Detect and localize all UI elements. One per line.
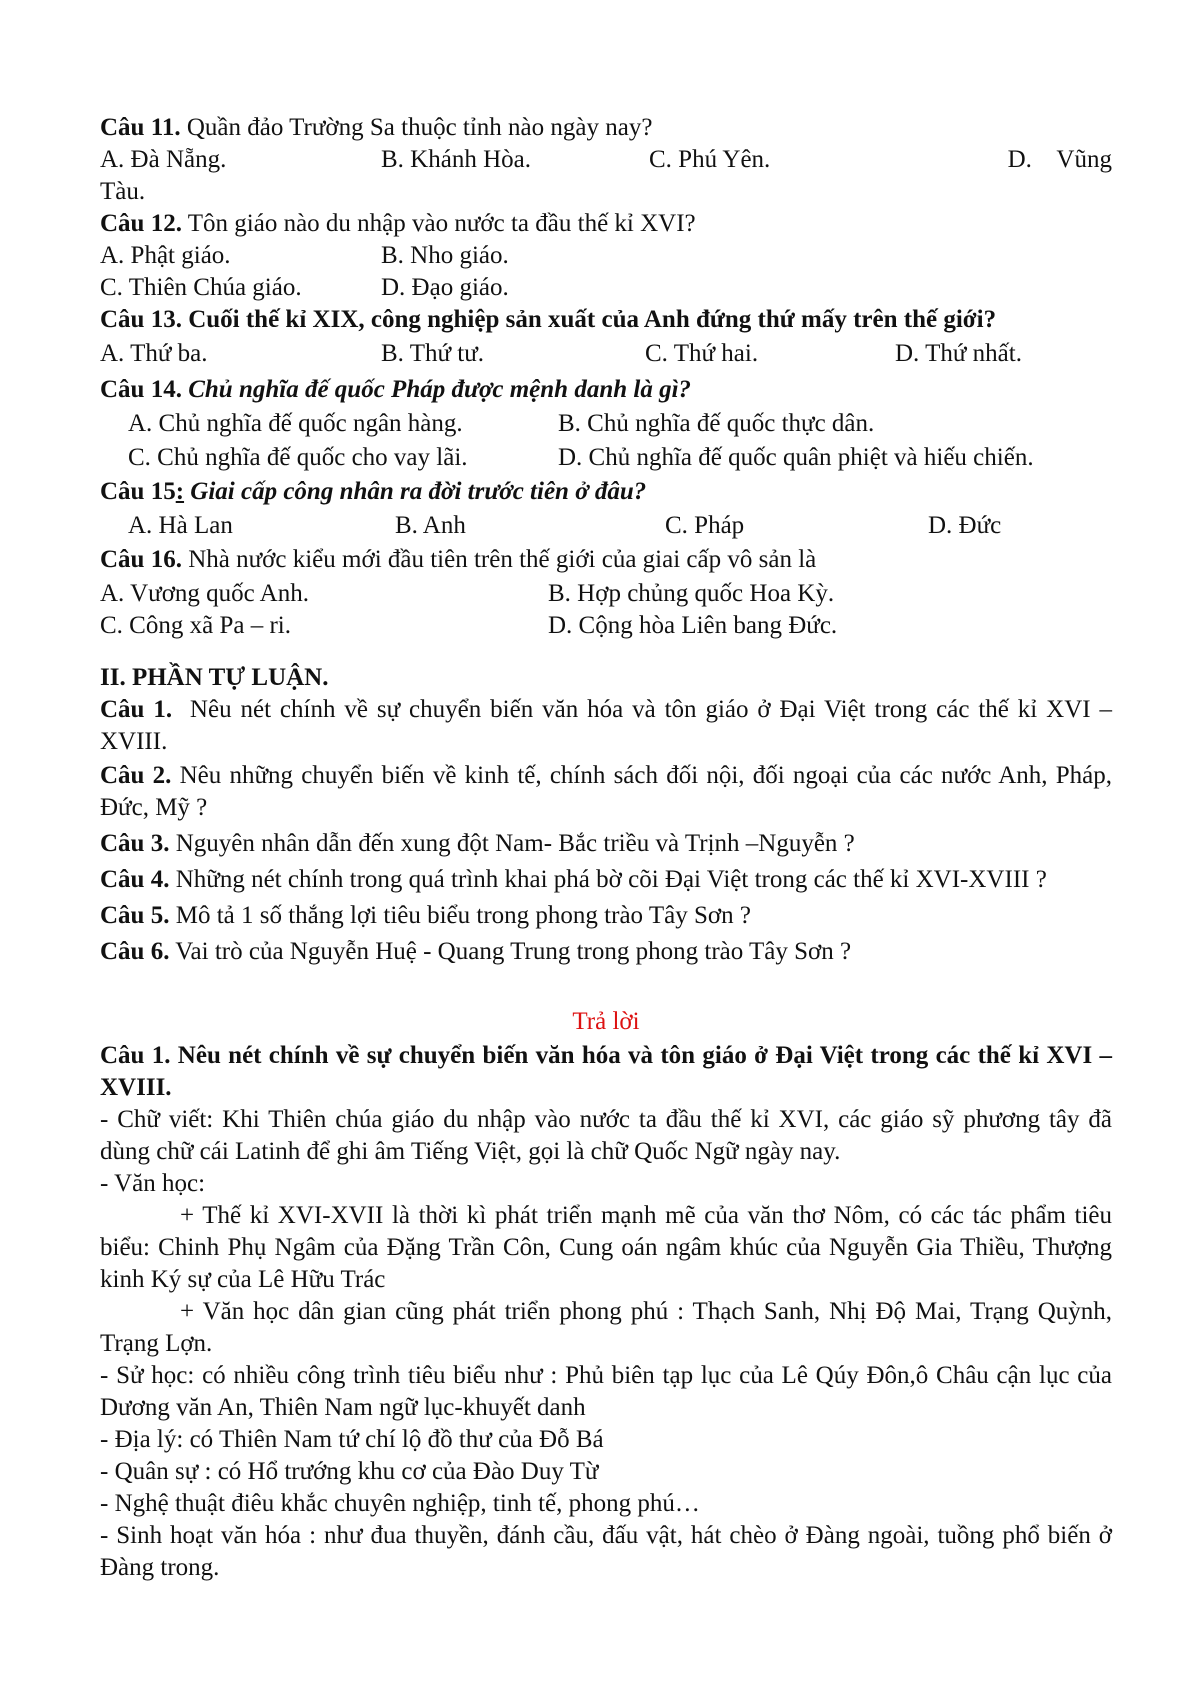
question-16-options-row1	[100, 578, 1112, 610]
option-c: C. Phú Yên.	[649, 146, 771, 173]
answer-paragraph-writing: - Chữ viết: Khi Thiên chúa giáo du nhập vào nước ta đầu thế kỉ XVI, các giáo sỹ phương tây đã dùng chữ cái Latinh để ghi âm Tiếng Việt, gọi là chữ Quốc Ngữ ngày nay.	[100, 1106, 1112, 1165]
option-b: B. Anh	[395, 512, 466, 539]
option-b: B. Chủ nghĩa đế quốc thực dân.	[558, 410, 875, 437]
option-b: B. Thứ tư.	[381, 340, 485, 367]
question-15: Câu 15: Giai cấp công nhân ra đời trước tiên ở đâu?	[100, 478, 647, 505]
question-16-options-row2	[100, 610, 1112, 642]
essay-heading: II. PHẦN TỰ LUẬN.	[100, 664, 329, 691]
option-a: A. Đà Nẵng.	[100, 146, 227, 173]
question-11: Câu 11. Quần đảo Trường Sa thuộc tỉnh nào ngày nay?	[100, 114, 653, 141]
option-a: A. Thứ ba.	[100, 340, 208, 367]
essay-question-4: Câu 4. Những nét chính trong quá trình khai phá bờ cõi Đại Việt trong các thế kỉ XVI-XVIII ?	[100, 866, 1047, 893]
answer-paragraph-geography: - Địa lý: có Thiên Nam tứ chí lộ đồ thư của Đỗ Bá	[100, 1426, 604, 1453]
option-c: C. Thiên Chúa giáo.	[100, 274, 302, 301]
option-d-continuation: Tàu.	[100, 178, 146, 205]
question-13-options	[100, 338, 1112, 370]
option-d: D. Cộng hòa Liên bang Đức.	[548, 612, 838, 639]
option-d: D. Thứ nhất.	[895, 340, 1022, 367]
option-b: B. Hợp chủng quốc Hoa Kỳ.	[548, 580, 835, 607]
answer-title: Trả lời	[572, 1008, 640, 1035]
question-16: Câu 16. Nhà nước kiểu mới đầu tiên trên thế giới của giai cấp vô sản là	[100, 546, 817, 573]
question-12-options-row1	[100, 240, 1112, 272]
answer-paragraph-military: - Quân sự : có Hổ trướng khu cơ của Đào Duy Từ	[100, 1458, 599, 1485]
option-a: A. Vương quốc Anh.	[100, 580, 309, 607]
option-d: D. Vũng	[1007, 146, 1112, 173]
essay-question-1: Câu 1. Nêu nét chính về sự chuyển biến văn hóa và tôn giáo ở Đại Việt trong các thế kỉ XVI – XVIII.	[100, 696, 1119, 755]
essay-question-2: Câu 2. Nêu những chuyển biến về kinh tế, chính sách đối nội, đối ngoại của các nước Anh, Pháp, Đức, Mỹ ?	[100, 762, 1112, 821]
essay-question-3: Câu 3. Nguyên nhân dẫn đến xung đột Nam- Bắc triều và Trịnh –Nguyễn ?	[100, 830, 855, 857]
option-a: A. Hà Lan	[128, 512, 233, 539]
essay-question-6: Câu 6. Vai trò của Nguyễn Huệ - Quang Trung trong phong trào Tây Sơn ?	[100, 938, 852, 965]
option-a: A. Chủ nghĩa đế quốc ngân hàng.	[128, 410, 463, 437]
question-15-options	[100, 510, 1112, 542]
answer-paragraph-history: - Sử học: có nhiều công trình tiêu biểu như : Phủ biên tạp lục của Lê Qúy Đôn,ô Châu cận lục của Dương văn An, Thiên Nam ngữ lục-khuyết danh	[100, 1362, 1112, 1421]
question-12: Câu 12. Tôn giáo nào du nhập vào nước ta đầu thế kỉ XVI?	[100, 210, 696, 237]
option-d: D. Đức	[928, 512, 1002, 539]
option-c: C. Chủ nghĩa đế quốc cho vay lãi.	[128, 444, 468, 471]
option-c: C. Pháp	[665, 512, 745, 539]
question-11-options	[100, 144, 1112, 176]
option-b: B. Khánh Hòa.	[381, 146, 531, 173]
essay-question-5: Câu 5. Mô tả 1 số thắng lợi tiêu biểu trong phong trào Tây Sơn ?	[100, 902, 751, 929]
question-14-options-row2	[100, 442, 1112, 474]
answer-paragraph-literature: - Văn học:	[100, 1170, 206, 1197]
question-14: Câu 14. Chủ nghĩa đế quốc Pháp được mệnh danh là gì?	[100, 376, 692, 403]
answer-paragraph-folk-literature: + Văn học dân gian cũng phát triển phong phú : Thạch Sanh, Nhị Độ Mai, Trạng Quỳnh, Trạng Lợn.	[100, 1298, 1112, 1357]
option-c: C. Công xã Pa – ri.	[100, 612, 291, 639]
answer-paragraph-art: - Nghệ thuật điêu khắc chuyên nghiệp, tinh tế, phong phú…	[100, 1490, 700, 1517]
option-d: D. Đạo giáo.	[381, 274, 509, 301]
option-c: C. Thứ hai.	[645, 340, 759, 367]
question-14-options-row1	[100, 408, 1112, 440]
question-12-options-row2	[100, 272, 1112, 304]
option-b: B. Nho giáo.	[381, 242, 509, 269]
question-13: Câu 13. Cuối thế kỉ XIX, công nghiệp sản xuất của Anh đứng thứ mấy trên thế giới?	[100, 306, 997, 333]
answer-paragraph-culture: - Sinh hoạt văn hóa : như đua thuyền, đánh cầu, đấu vật, hát chèo ở Đàng ngoài, tuồng phổ biến ở Đàng trong.	[100, 1522, 1112, 1581]
option-a: A. Phật giáo.	[100, 242, 231, 269]
answer-question-1-heading: Câu 1. Nêu nét chính về sự chuyển biến văn hóa và tôn giáo ở Đại Việt trong các thế kỉ XVI – XVIII.	[100, 1042, 1112, 1101]
answer-paragraph-nom-poetry: + Thế kỉ XVI-XVII là thời kì phát triển mạnh mẽ của văn thơ Nôm, có các tác phẩm tiêu biểu: Chinh Phụ Ngâm của Đặng Trần Côn, Cung oán ngâm khúc của Nguyễn Gia Thiều, Thượng kinh Ký sự của Lê Hữu Trác	[100, 1202, 1112, 1293]
document-page	[100, 112, 1119, 1584]
option-d: D. Chủ nghĩa đế quốc quân phiệt và hiếu chiến.	[558, 444, 1034, 471]
